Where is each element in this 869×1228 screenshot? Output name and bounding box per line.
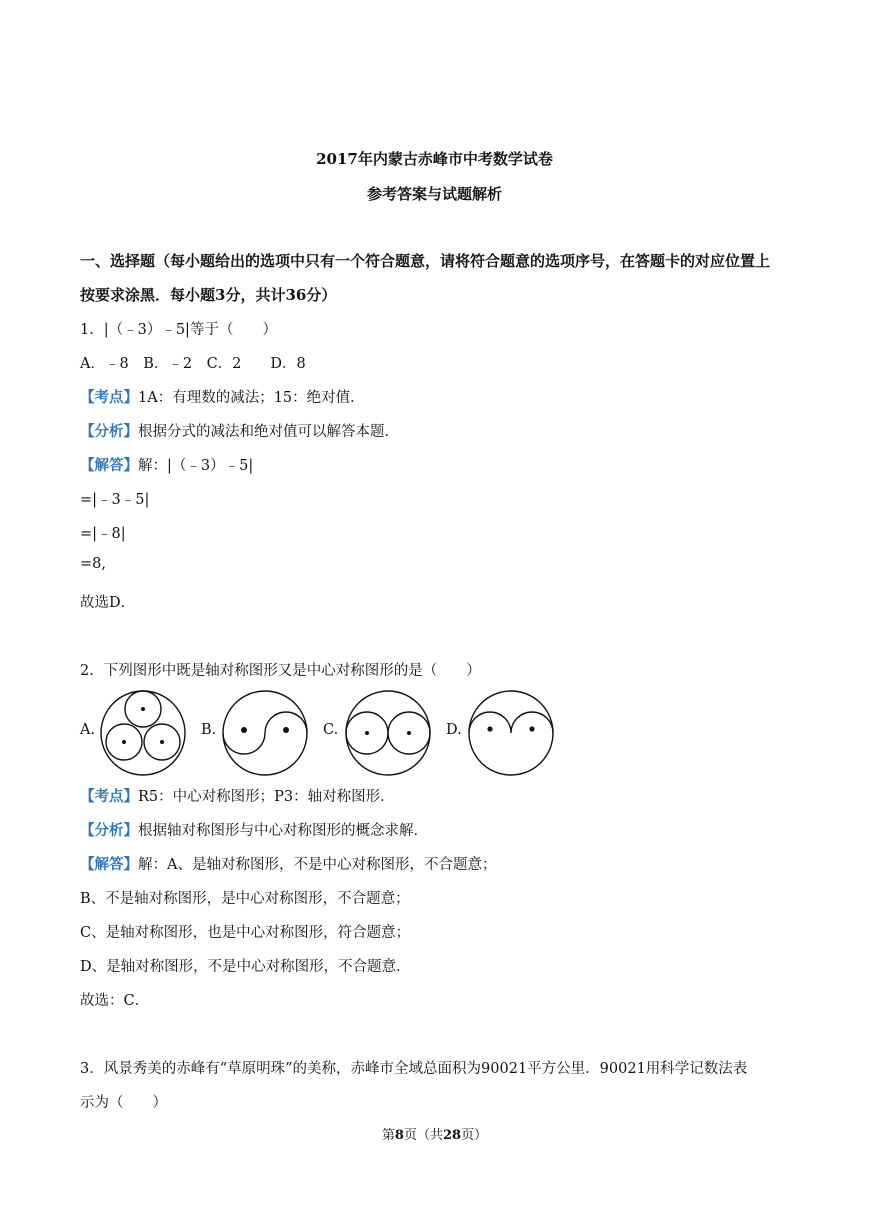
q2-figure-d — [466, 688, 556, 778]
q2-figure-a — [98, 688, 188, 778]
section-heading-line1: 一、选择题（每小题给出的选项中只有一个符合题意，请将符合题意的选项序号，在答题卡的对应位置上 — [80, 252, 771, 270]
q2-kaodian-text: R5：中心对称图形；P3：轴对称图形． — [138, 789, 395, 805]
q1-kaodian-text: 1A：有理数的减法；15：绝对值． — [138, 390, 365, 406]
jieda-tag: 【解答】 — [80, 457, 138, 474]
q1-fenxi-text: 根据分式的减法和绝对值可以解答本题． — [138, 424, 399, 440]
q1-step-2: =|﹣8| — [80, 526, 126, 542]
footer-prefix: 第 — [381, 1128, 395, 1143]
q2-step-2: C、是轴对称图形，也是中心对称图形，符合题意； — [80, 925, 411, 941]
q1-step-4: 故选D． — [80, 595, 136, 611]
q1-stem: 1．|（﹣3）﹣5|等于（ ） — [80, 322, 277, 338]
footer-middle: 页（共 — [403, 1128, 443, 1143]
q1-options: A．﹣8 B．﹣2 C．2 D．8 — [80, 356, 306, 372]
q2-option-label-a: A. — [80, 722, 96, 738]
q1-fenxi — [80, 420, 399, 441]
q2-step-4: 故选：C． — [80, 993, 150, 1009]
q2-figure-b — [220, 688, 310, 778]
page-title: 2017年内蒙古赤峰市中考数学试卷 — [316, 150, 553, 168]
footer-suffix: 页） — [461, 1128, 488, 1143]
q1-kaodian — [80, 386, 365, 407]
q2-jieda-text: 解：A、是轴对称图形，不是中心对称图形，不合题意； — [138, 857, 497, 873]
q2-fenxi-text: 根据轴对称图形与中心对称图形的概念求解． — [138, 823, 428, 839]
q1-step-3: =8, — [80, 556, 106, 572]
page-subtitle: 参考答案与试题解析 — [366, 185, 502, 203]
q2-fenxi — [80, 819, 428, 840]
q2-figure-c — [343, 688, 433, 778]
q1-jieda-text: 解：|（﹣3）﹣5| — [138, 458, 254, 474]
fenxi-tag: 【分析】 — [80, 822, 138, 839]
q1-jieda — [80, 454, 253, 475]
q2-step-1: B、不是轴对称图形，是中心对称图形，不合题意； — [80, 891, 410, 907]
q2-option-label-b: B. — [201, 722, 217, 738]
q3-stem-line1: 3．风景秀美的赤峰有“草原明珠”的美称，赤峰市全域总面积为90021平方公里．90021用科学记数法表 — [80, 1061, 748, 1077]
footer-page-number: 8 — [394, 1128, 404, 1143]
q2-option-label-d: D. — [446, 722, 462, 738]
q1-step-1: =|﹣3﹣5| — [80, 492, 150, 508]
q2-kaodian — [80, 785, 395, 806]
q2-jieda — [80, 853, 496, 874]
section-heading-line2: 按要求涂黑．每小题3分，共计36分） — [80, 286, 337, 304]
page-footer — [0, 1124, 869, 1143]
q3-stem-line2: 示为（ ） — [80, 1095, 167, 1111]
kaodian-tag: 【考点】 — [80, 788, 138, 805]
kaodian-tag: 【考点】 — [80, 389, 138, 406]
q2-step-3: D、是轴对称图形，不是中心对称图形，不合题意． — [80, 959, 411, 975]
q2-stem: 2．下列图形中既是轴对称图形又是中心对称图形的是（ ） — [80, 663, 481, 679]
q2-option-label-c: C. — [323, 722, 339, 738]
footer-total-pages: 28 — [442, 1128, 462, 1143]
jieda-tag: 【解答】 — [80, 856, 138, 873]
fenxi-tag: 【分析】 — [80, 423, 138, 440]
